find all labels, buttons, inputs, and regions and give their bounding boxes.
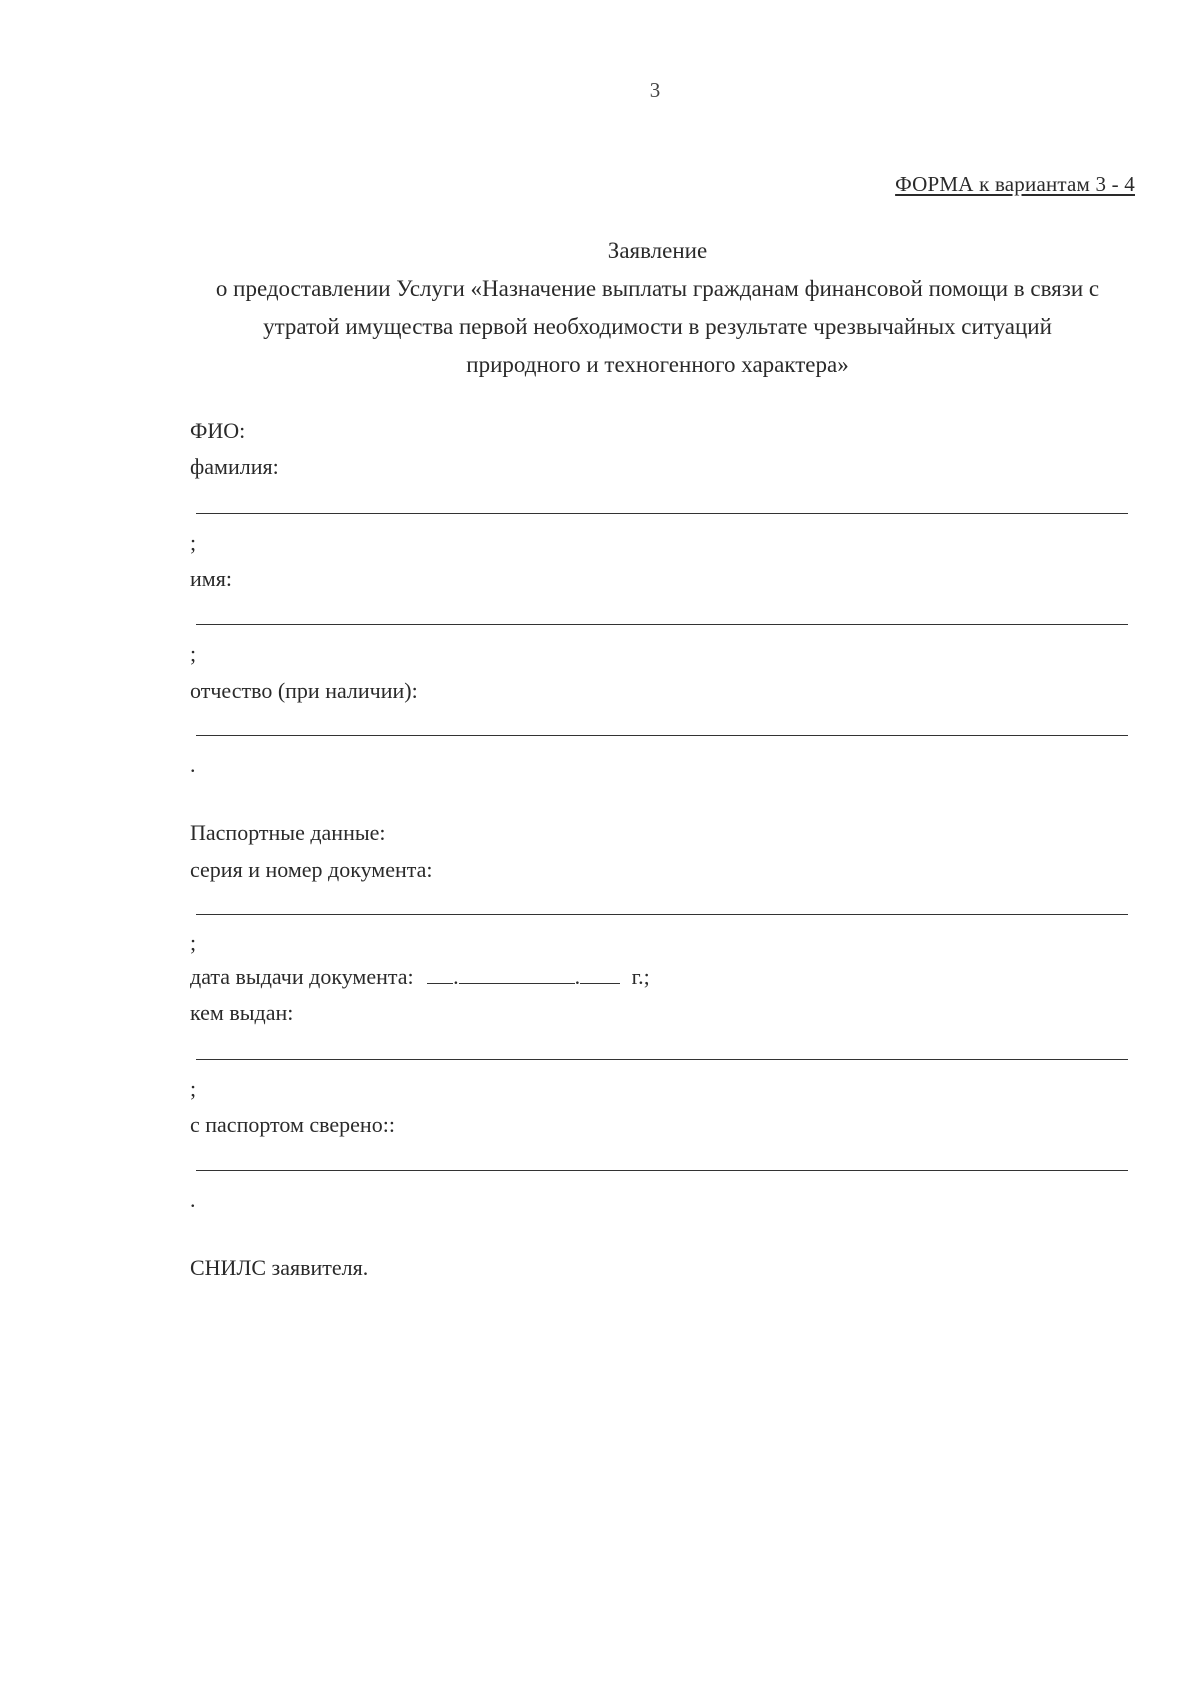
issued-by-end: ; <box>190 1076 197 1101</box>
passport-series-end: ; <box>190 930 197 955</box>
name-end: ; <box>190 641 197 666</box>
title-heading: Заявление <box>607 238 708 263</box>
surname-label: фамилия: <box>190 454 279 479</box>
issued-by-field[interactable] <box>196 1059 1128 1060</box>
issue-date-label: дата выдачи документа: <box>190 964 414 989</box>
passport-verified-end: . <box>190 1187 196 1212</box>
patronymic-field[interactable] <box>196 735 1128 736</box>
name-label: имя: <box>190 566 232 591</box>
issue-date-day-field[interactable] <box>427 967 453 984</box>
surname-field[interactable] <box>196 513 1128 514</box>
fio-label: ФИО: <box>190 418 246 443</box>
passport-series-label: серия и номер документа: <box>190 857 433 882</box>
snils-label: СНИЛС заявителя. <box>190 1255 369 1280</box>
issue-date-row <box>190 964 650 990</box>
issued-by-label: кем выдан: <box>190 1000 294 1025</box>
title-line-1: о предоставлении Услуги «Назначение выплаты гражданам финансовой помощи в связи с <box>215 276 1100 301</box>
page-number: 3 <box>649 78 661 102</box>
surname-end: ; <box>190 530 197 555</box>
form-reference: ФОРМА к вариантам 3 - 4 <box>895 172 1135 196</box>
issue-date-year-field[interactable] <box>580 967 620 984</box>
passport-verified-label: с паспортом сверено:: <box>190 1112 395 1137</box>
issue-date-suffix: г.; <box>631 964 650 989</box>
title-line-2: утратой имущества первой необходимости в результате чрезвычайных ситуаций <box>263 314 1052 339</box>
issue-date-month-field[interactable] <box>459 967 575 984</box>
issue-date-sep-1: . <box>453 964 459 989</box>
issue-date-sep-2: . <box>574 964 581 989</box>
patronymic-end: . <box>190 752 196 777</box>
passport-verified-field[interactable] <box>196 1170 1128 1171</box>
title-line-3: природного и техногенного характера» <box>466 352 849 377</box>
passport-label: Паспортные данные: <box>190 820 386 845</box>
passport-series-field[interactable] <box>196 914 1128 915</box>
document-title <box>140 232 1175 384</box>
name-field[interactable] <box>196 624 1128 625</box>
patronymic-label: отчество (при наличии): <box>190 678 418 703</box>
